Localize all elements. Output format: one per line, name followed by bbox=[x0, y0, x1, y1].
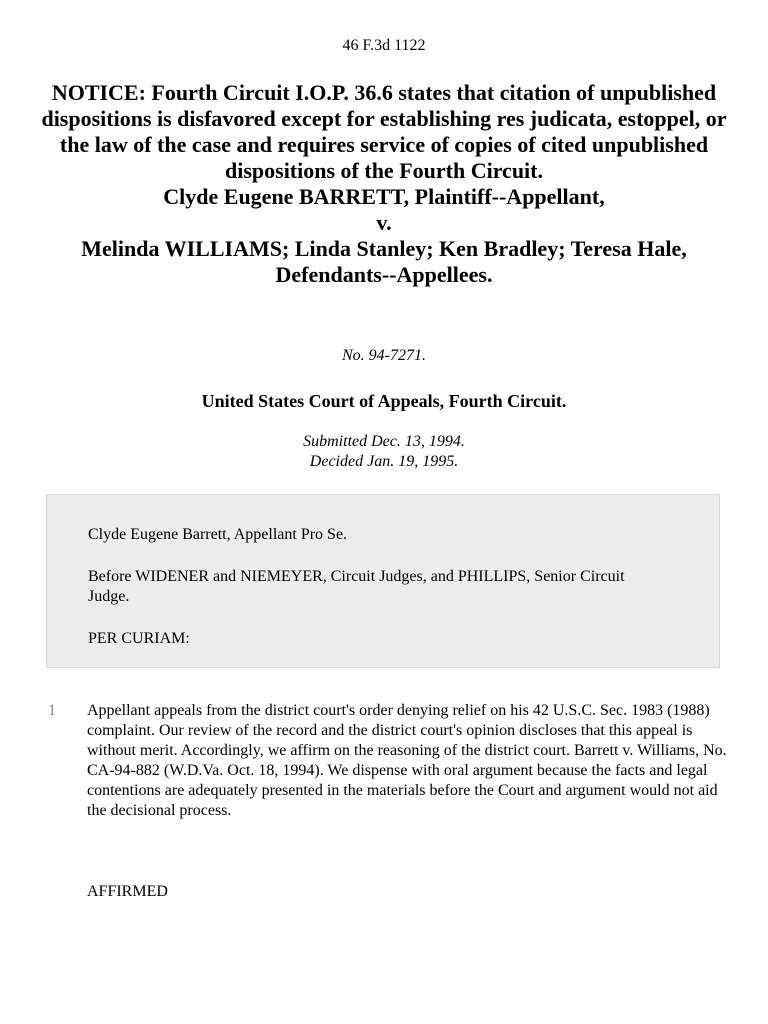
paragraph-number: 1 bbox=[48, 702, 56, 719]
defendant-parties: Melinda WILLIAMS; Linda Stanley; Ken Bradley; Teresa Hale, Defendants--Appellees. bbox=[81, 236, 687, 287]
per-curiam-label: PER CURIAM: bbox=[88, 630, 190, 647]
submitted-date: Submitted Dec. 13, 1994. bbox=[303, 433, 465, 450]
case-dates bbox=[0, 432, 768, 472]
decided-date: Decided Jan. 19, 1995. bbox=[309, 453, 459, 470]
case-heading bbox=[40, 80, 728, 288]
case-info-panel bbox=[46, 494, 720, 668]
judges-line: Before WIDENER and NIEMEYER, Circuit Judges, and PHILLIPS, Senior Circuit Judge. bbox=[88, 568, 625, 605]
reporter-citation: 46 F.3d 1122 bbox=[342, 37, 426, 54]
unpublished-notice: NOTICE: Fourth Circuit I.O.P. 36.6 states that citation of unpublished dispositions is disfavored except for establishing res judicata, estoppel, or the law of the case and requires service of copies of cited unpublished dispositions of the Fourth Circuit. bbox=[41, 80, 727, 183]
disposition: AFFIRMED bbox=[87, 883, 168, 900]
court-name: United States Court of Appeals, Fourth Circuit. bbox=[201, 391, 567, 411]
plaintiff-party: Clyde Eugene BARRETT, Plaintiff--Appellant, bbox=[163, 184, 605, 209]
opinion-paragraph: Appellant appeals from the district court's order denying relief on his 42 U.S.C. Sec. 1983 (1988) complaint. Our review of the record and the district court's opinion discloses that this appeal is without merit. Accordingly, we affirm on the reasoning of the district court. Barrett v. Williams, No. CA-94-882 (W.D.Va. Oct. 18, 1994). We dispense with oral argument because the facts and legal contentions are adequately presented in the materials before the Court and argument would not aid the decisional process. bbox=[87, 702, 727, 819]
docket-number: No. 94-7271. bbox=[342, 347, 426, 364]
counsel-line: Clyde Eugene Barrett, Appellant Pro Se. bbox=[88, 526, 348, 543]
versus-label: v. bbox=[376, 210, 392, 235]
